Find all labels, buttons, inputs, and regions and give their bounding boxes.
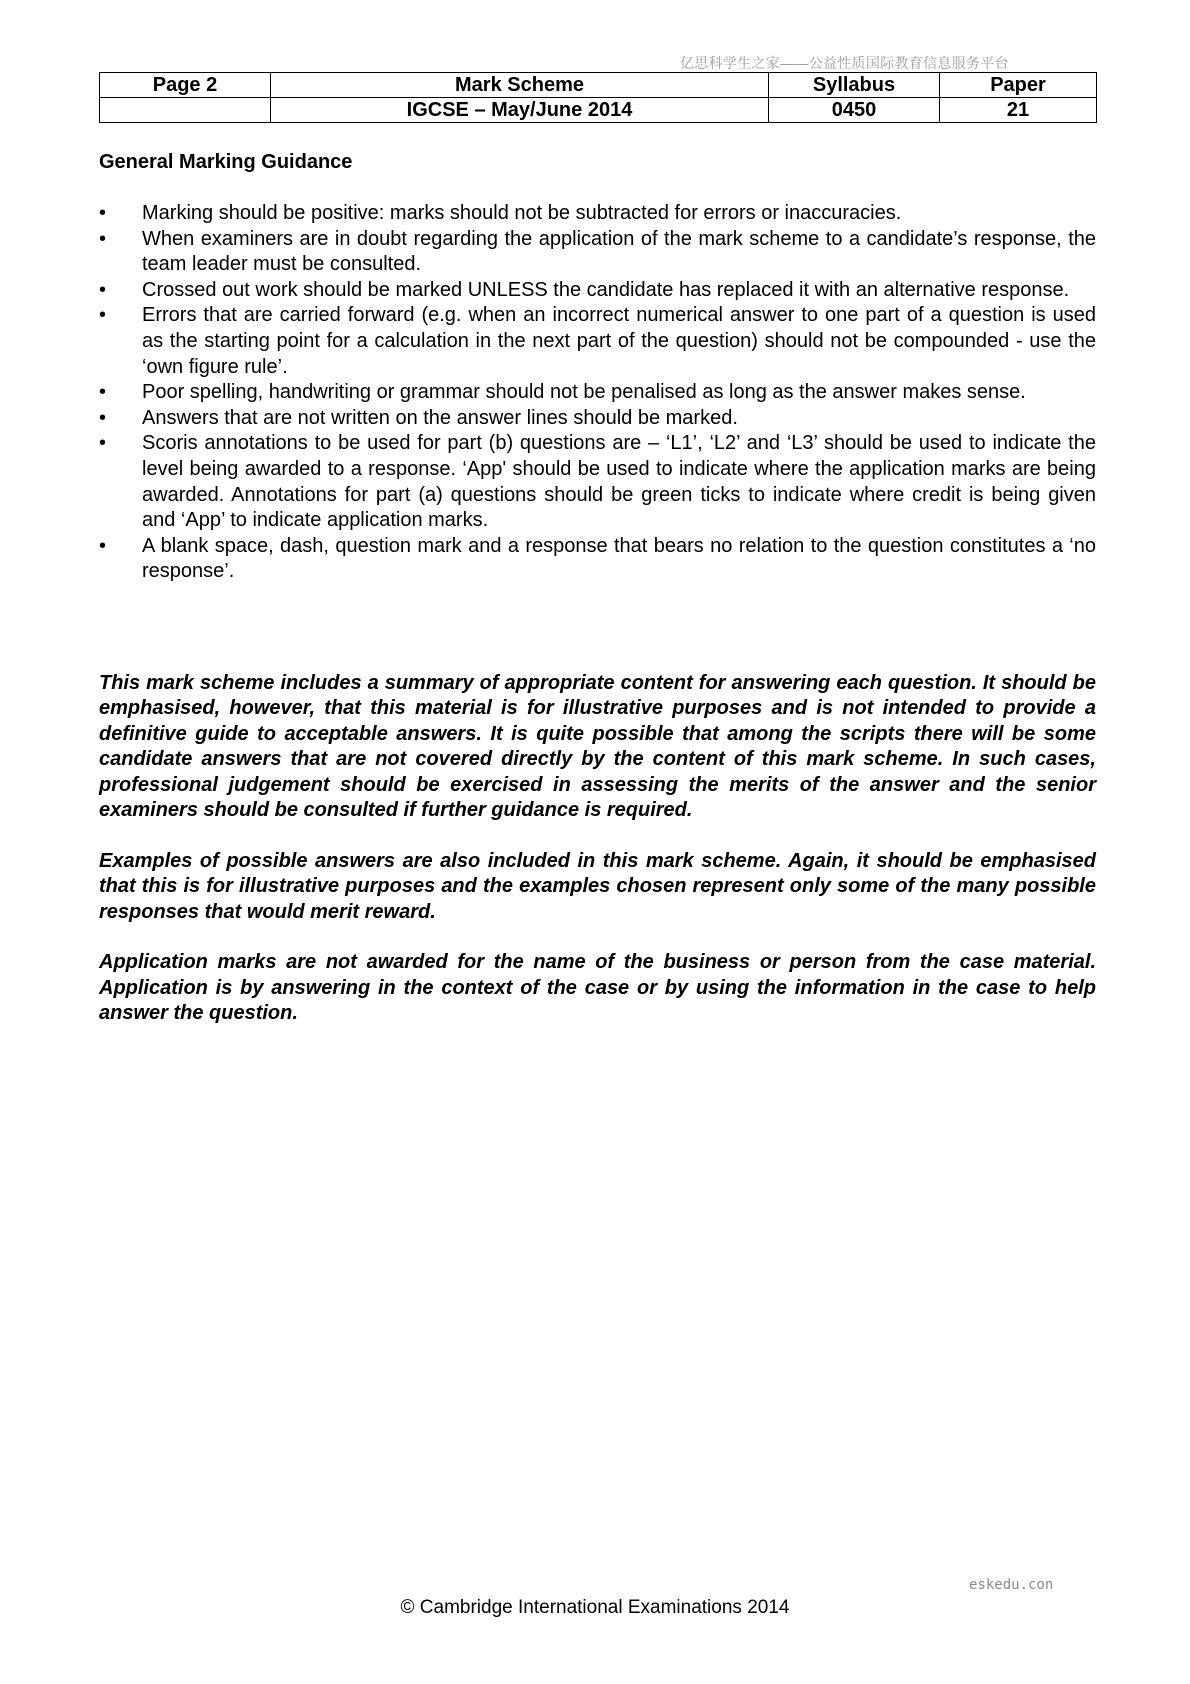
list-item <box>99 406 1096 432</box>
list-item-text: Crossed out work should be marked UNLESS the candidate has replaced it with an alternative response. <box>142 278 1070 301</box>
list-item-text: Errors that are carried forward (e.g. when an incorrect numerical answer to one part of a question is used as the starting point for a calculation in the next part of the question) should not be compounded - use the ‘own figure rule’. <box>142 304 1096 378</box>
bullet-icon: • <box>99 534 107 557</box>
page-number-cell: Page 2 <box>100 73 271 98</box>
empty-cell <box>100 98 271 123</box>
watermark-top: 亿思科学生之家——公益性质国际教育信息服务平台 <box>680 55 1009 71</box>
bullet-icon: • <box>99 227 107 250</box>
paper-number-cell: 21 <box>940 98 1097 123</box>
list-item <box>99 534 1096 585</box>
syllabus-label-cell: Syllabus <box>769 73 940 98</box>
list-item-text: When examiners are in doubt regarding the application of the mark scheme to a candidate’s response, the team leader must be consulted. <box>142 227 1096 276</box>
bullet-icon: • <box>99 278 107 301</box>
copyright-footer: © Cambridge International Examinations 2014 <box>400 1597 790 1618</box>
list-item <box>99 227 1096 278</box>
bullet-icon: • <box>99 432 107 455</box>
header-table <box>99 72 1097 123</box>
section-heading: General Marking Guidance <box>99 151 353 173</box>
list-item-text: Answers that are not written on the answer lines should be marked. <box>142 406 738 429</box>
exam-session-cell: IGCSE – May/June 2014 <box>271 98 769 123</box>
list-item <box>99 278 1096 304</box>
bullet-icon: • <box>99 381 107 404</box>
paper-label-cell: Paper <box>940 73 1097 98</box>
note-paragraph: Application marks are not awarded for the name of the business or person from the case material. Application is by answering in the context of the case or by using the information in the case to help answer the question. <box>99 951 1096 1025</box>
note-paragraph: Examples of possible answers are also included in this mark scheme. Again, it should be emphasised that this is for illustrative purposes and the examples chosen represent only some of the many possible responses that would merit reward. <box>99 849 1096 923</box>
watermark-bottom: eskedu.con <box>969 1577 1054 1593</box>
list-item <box>99 201 1096 227</box>
syllabus-code-cell: 0450 <box>769 98 940 123</box>
list-item-text: Marking should be positive: marks should not be subtracted for errors or inaccuracies. <box>142 202 902 224</box>
list-item-text: A blank space, dash, question mark and a response that bears no relation to the question constitutes a ‘no response’. <box>142 534 1096 583</box>
guidance-list <box>99 201 1096 585</box>
list-item-text: Scoris annotations to be used for part (b) questions are – ‘L1’, ‘L2’ and ‘L3’ should be used to indicate the level being awarded to a response. ‘App' should be used to indicate where the application marks are being awarded. Annotations for part (a) questions should be green ticks to indicate where credit is being given and ‘App’ to indicate application marks. <box>142 432 1096 532</box>
bullet-icon: • <box>99 406 107 429</box>
header-row <box>100 98 1097 123</box>
bullet-icon: • <box>99 304 107 327</box>
list-item <box>99 380 1096 406</box>
document-type-cell: Mark Scheme <box>271 73 769 98</box>
note-paragraph: This mark scheme includes a summary of appropriate content for answering each question. It should be emphasised, however, that this material is for illustrative purposes and is not intended to provide a definitive guide to acceptable answers. It is quite possible that among the scripts there will be some candidate answers that are not covered directly by the content of this mark scheme. In such cases, professional judgement should be exercised in assessing the merits of the answer and the senior examiners should be consulted if further guidance is required. <box>99 672 1096 822</box>
list-item <box>99 431 1096 533</box>
notes-section <box>99 671 1096 1052</box>
bullet-icon: • <box>99 202 107 224</box>
list-item-text: Poor spelling, handwriting or grammar should not be penalised as long as the answer makes sense. <box>142 381 1026 404</box>
header-row <box>100 73 1097 98</box>
list-item <box>99 303 1096 380</box>
